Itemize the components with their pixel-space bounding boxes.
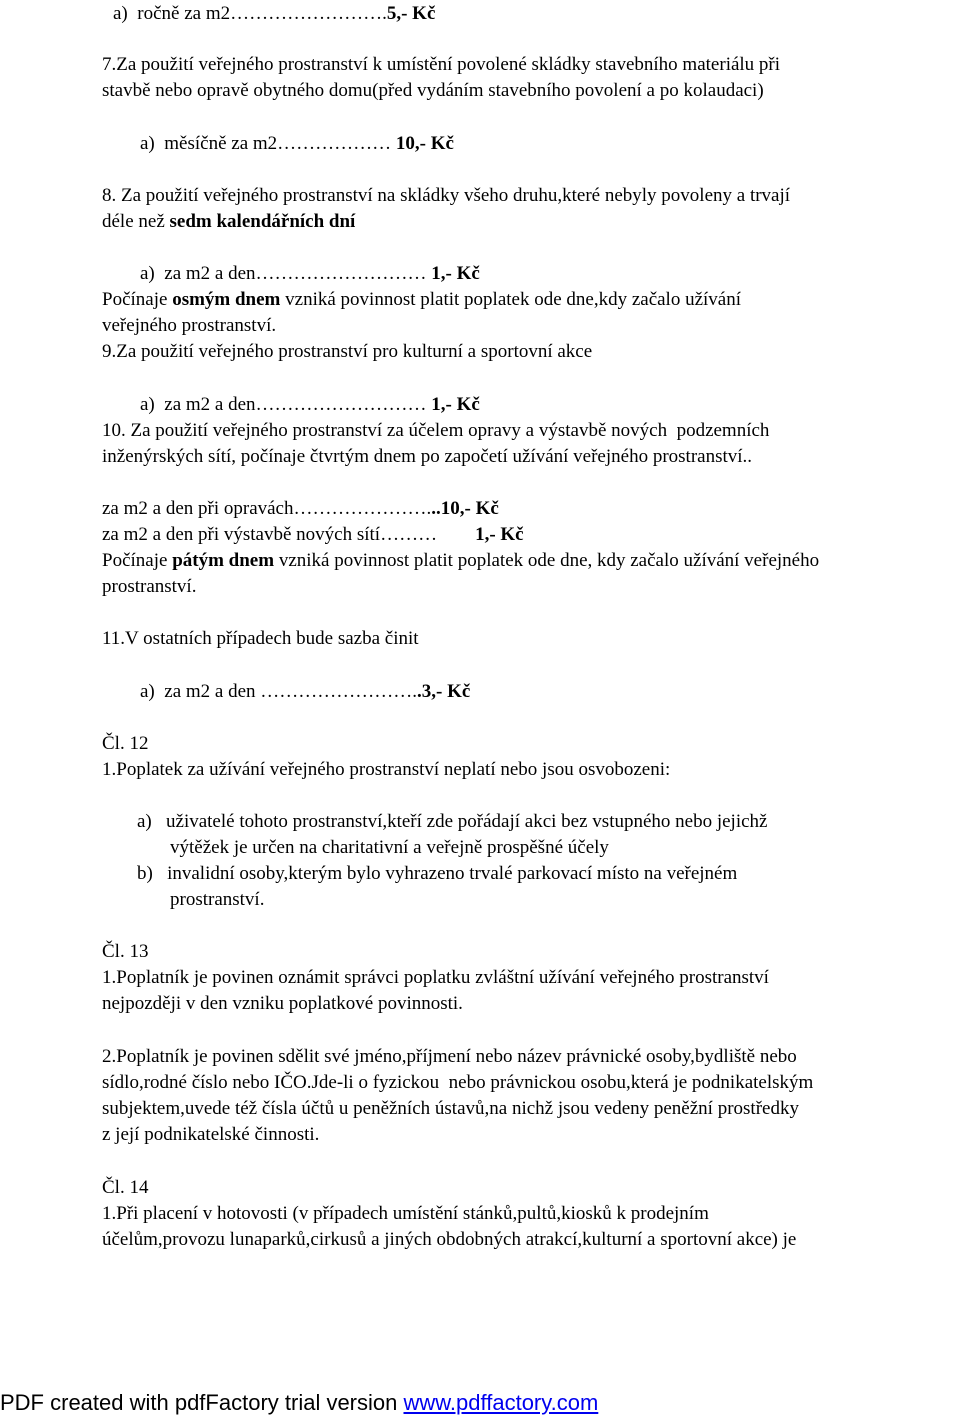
article-14-heading: Čl. 14 xyxy=(102,1177,149,1198)
exemption-item-a-line-2: výtěžek je určen na charitativní a veřejně prospěšné účely xyxy=(170,837,609,858)
rate-line-new-networks: za m2 a den při výstavbě nových sítí……… 1,- Kč xyxy=(102,524,524,545)
obligation-note-10-line-2: prostranství. xyxy=(102,576,197,597)
paragraph-7-line-2: stavbě nebo opravě obytného domu(před vydáním stavebního povolení a po kolaudaci) xyxy=(102,80,764,101)
paragraph-7-line-1: 7.Za použití veřejného prostranství k umístění povolené skládky stavebního materiálu při xyxy=(102,54,781,75)
footer-link[interactable]: www.pdffactory.com xyxy=(403,1390,599,1415)
rate-line-repairs: za m2 a den při opravách…………………...10,- Kč xyxy=(102,498,499,519)
rate-line-daily-storage: a) za m2 a den……………………… 1,- Kč xyxy=(140,263,480,284)
paragraph-11: 11.V ostatních případech bude sazba činit xyxy=(102,628,419,649)
exemption-item-b-line-1: b) invalidní osoby,kterým bylo vyhrazeno trvalé parkovací místo na veřejném xyxy=(137,863,738,884)
article-12-paragraph-1: 1.Poplatek za užívání veřejného prostranství neplatí nebo jsou osvobozeni: xyxy=(102,759,671,780)
rate-line-monthly: a) měsíčně za m2……………… 10,- Kč xyxy=(140,133,454,154)
article-13-heading: Čl. 13 xyxy=(102,941,149,962)
article-13-paragraph-2-line-1: 2.Poplatník je povinen sdělit své jméno,příjmení nebo název právnické osoby,bydliště nebo xyxy=(102,1046,797,1067)
rate-line-annual: a) ročně za m2…………………….5,- Kč xyxy=(113,3,436,24)
article-13-paragraph-1-line-1: 1.Poplatník je povinen oznámit správci poplatku zvláštní užívání veřejného prostranství xyxy=(102,967,769,988)
exemption-item-a-line-1: a) uživatelé tohoto prostranství,kteří zde pořádají akci bez vstupného nebo jejichž xyxy=(137,811,768,832)
paragraph-10-line-2: inženýrských sítí, počínaje čtvrtým dnem po započetí užívání veřejného prostranství.. xyxy=(102,446,753,467)
article-12-heading: Čl. 12 xyxy=(102,733,149,754)
footer-text: PDF created with pdfFactory trial version xyxy=(0,1390,404,1415)
paragraph-8-line-1: 8. Za použití veřejného prostranství na skládky všeho druhu,které nebyly povoleny a trvají xyxy=(102,185,791,206)
article-13-paragraph-2-line-2: sídlo,rodné číslo nebo IČO.Jde-li o fyzickou nebo právnickou osobu,která je podnikatelským xyxy=(102,1072,814,1093)
obligation-note-8-line-1: Počínaje osmým dnem vzniká povinnost platit poplatek ode dne,kdy začalo užívání xyxy=(102,289,742,310)
article-13-paragraph-1-line-2: nejpozději v den vzniku poplatkové povinnosti. xyxy=(102,993,463,1014)
paragraph-10-line-1: 10. Za použití veřejného prostranství za účelem opravy a výstavbě nových podzemních xyxy=(102,420,770,441)
exemption-item-b-line-2: prostranství. xyxy=(170,889,265,910)
rate-line-daily-events: a) za m2 a den……………………… 1,- Kč xyxy=(140,394,480,415)
obligation-note-10-line-1: Počínaje pátým dnem vzniká povinnost platit poplatek ode dne, kdy začalo užívání veřejného xyxy=(102,550,820,571)
pdf-footer xyxy=(0,1390,598,1416)
article-13-paragraph-2-line-3: subjektem,uvede též čísla účtů u peněžních ústavů,na nichž jsou vedeny peněžní prostředky xyxy=(102,1098,799,1119)
rate-line-other: a) za m2 a den ……………………..3,- Kč xyxy=(140,681,471,702)
paragraph-9: 9.Za použití veřejného prostranství pro kulturní a sportovní akce xyxy=(102,341,593,362)
obligation-note-8-line-2: veřejného prostranství. xyxy=(102,315,277,336)
article-14-paragraph-1-line-1: 1.Při placení v hotovosti (v případech umístění stánků,pultů,kiosků k prodejním xyxy=(102,1203,709,1224)
article-13-paragraph-2-line-4: z její podnikatelské činnosti. xyxy=(102,1124,320,1145)
article-14-paragraph-1-line-2: účelům,provozu lunaparků,cirkusů a jiných obdobných atrakcí,kulturní a sportovní akce) je xyxy=(102,1229,797,1250)
paragraph-8-line-2: déle než sedm kalendářních dní xyxy=(102,211,356,232)
